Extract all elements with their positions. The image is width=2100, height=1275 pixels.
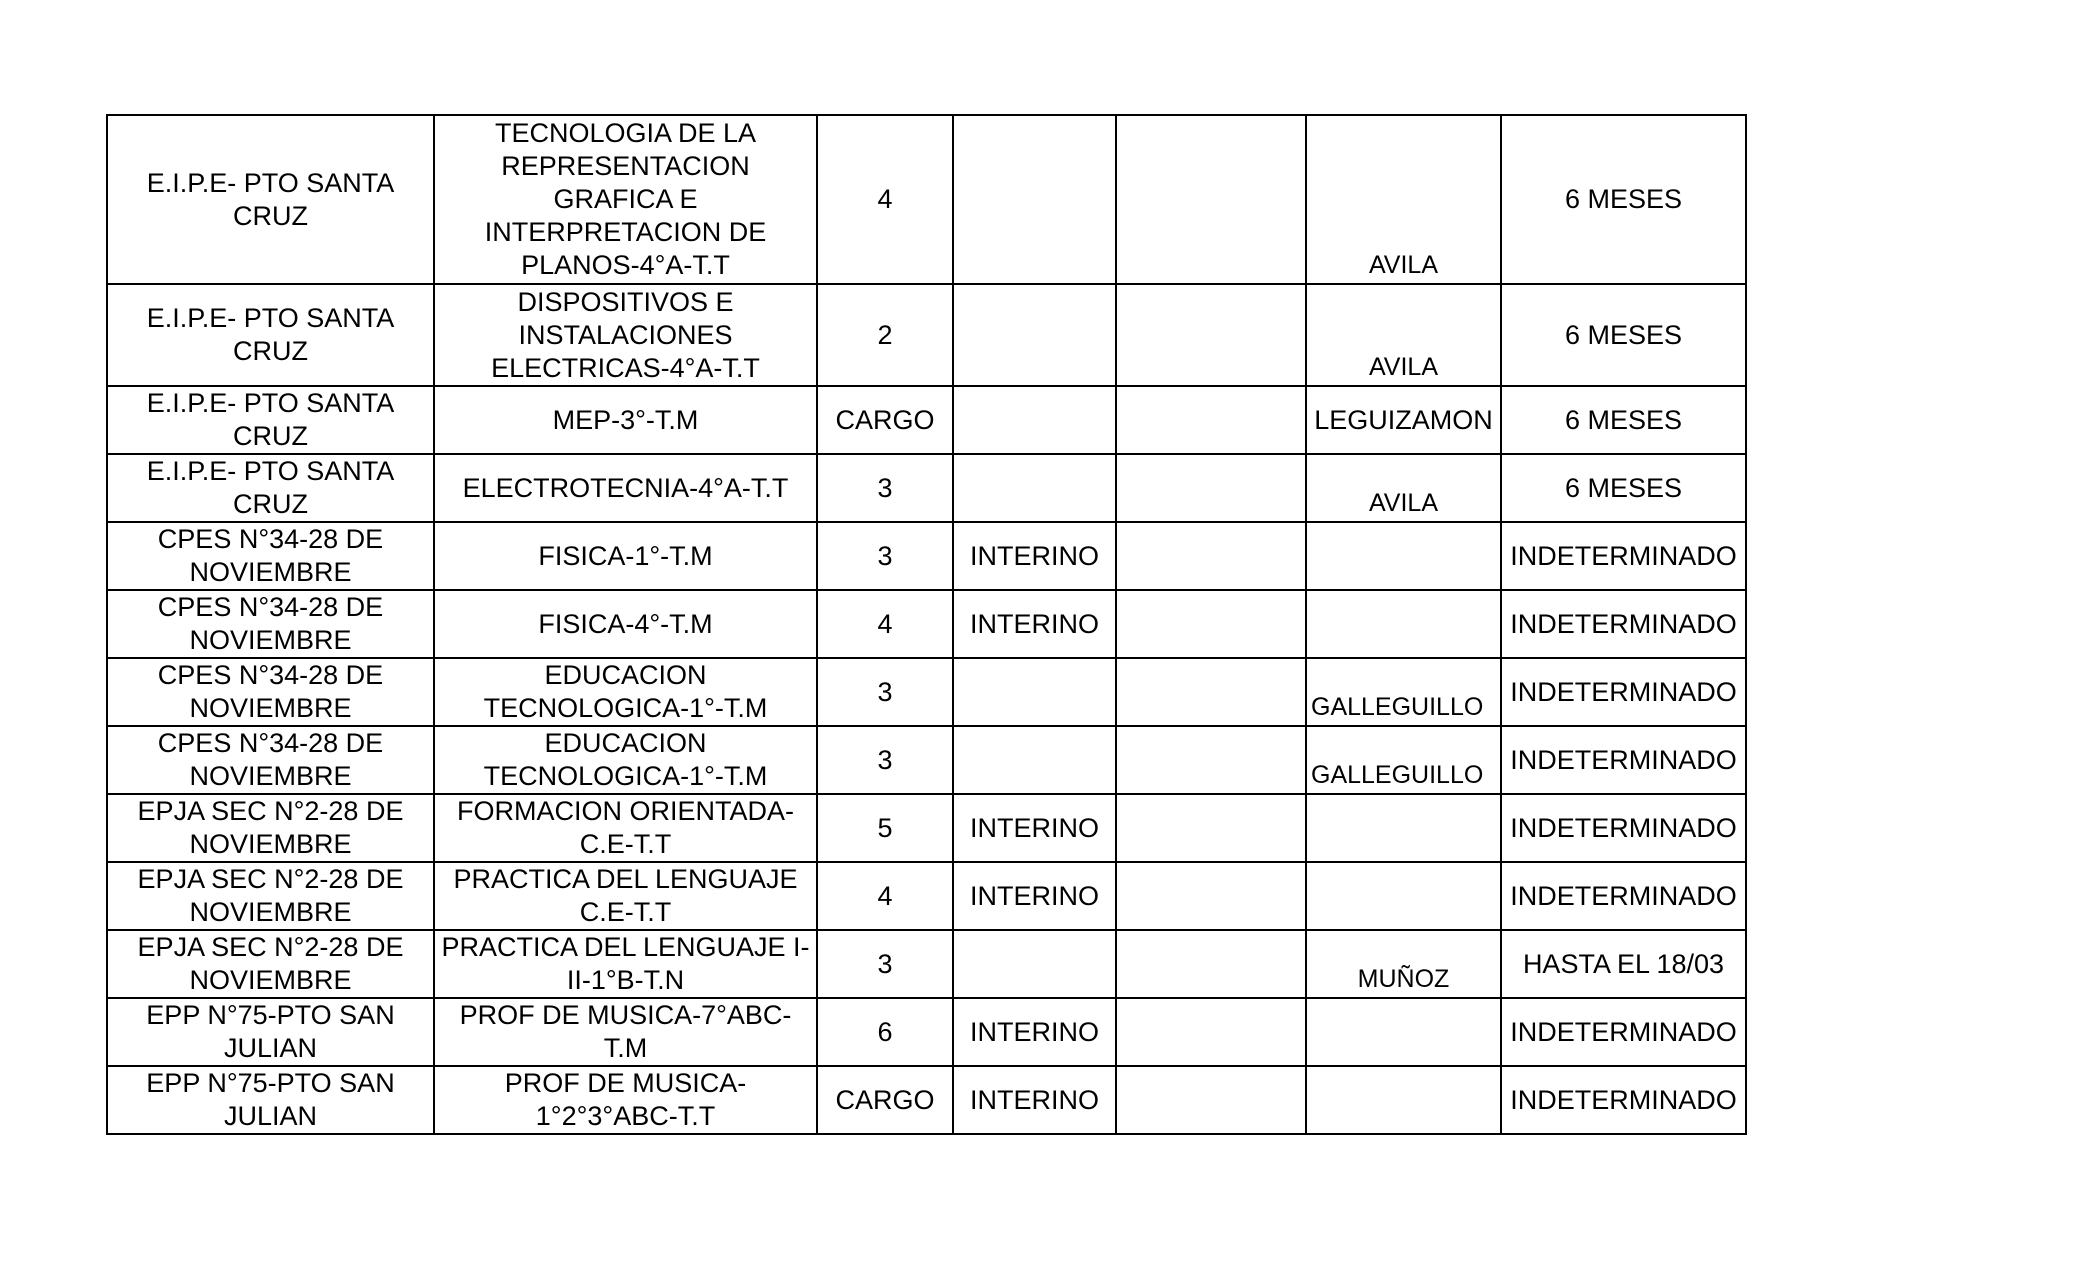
school-cell: E.I.P.E- PTO SANTA CRUZ [107, 386, 434, 454]
name-cell: GALLEGUILLO [1306, 658, 1501, 726]
extra-cell [1116, 284, 1306, 386]
period-cell: INDETERMINADO [1501, 658, 1746, 726]
school-cell: EPJA SEC N°2-28 DE NOVIEMBRE [107, 930, 434, 998]
situation-cell [953, 386, 1116, 454]
extra-cell [1116, 726, 1306, 794]
period-cell: INDETERMINADO [1501, 726, 1746, 794]
name-cell [1306, 998, 1501, 1066]
table-row [107, 115, 1746, 284]
hours-cell: 3 [817, 522, 953, 590]
hours-cell: 3 [817, 454, 953, 522]
period-cell: INDETERMINADO [1501, 862, 1746, 930]
period-cell: INDETERMINADO [1501, 590, 1746, 658]
school-cell: CPES N°34-28 DE NOVIEMBRE [107, 522, 434, 590]
situation-cell: INTERINO [953, 590, 1116, 658]
hours-cell: 5 [817, 794, 953, 862]
subject-cell: TECNOLOGIA DE LA REPRESENTACION GRAFICA E INTERPRETACION DE PLANOS-4°A-T.T [434, 115, 817, 284]
name-cell [1306, 862, 1501, 930]
table-row [107, 998, 1746, 1066]
table-row [107, 386, 1746, 454]
hours-cell: 4 [817, 590, 953, 658]
subject-cell: PRACTICA DEL LENGUAJE C.E-T.T [434, 862, 817, 930]
extra-cell [1116, 1066, 1306, 1134]
table-row [107, 590, 1746, 658]
name-cell [1306, 1066, 1501, 1134]
school-cell: CPES N°34-28 DE NOVIEMBRE [107, 726, 434, 794]
situation-cell [953, 284, 1116, 386]
name-cell: AVILA [1306, 284, 1501, 386]
period-cell: INDETERMINADO [1501, 794, 1746, 862]
name-cell: AVILA [1306, 115, 1501, 284]
hours-cell: 3 [817, 930, 953, 998]
situation-cell [953, 930, 1116, 998]
situation-cell: INTERINO [953, 862, 1116, 930]
period-cell: INDETERMINADO [1501, 522, 1746, 590]
situation-cell: INTERINO [953, 794, 1116, 862]
subject-cell: PROF DE MUSICA-1°2°3°ABC-T.T [434, 1066, 817, 1134]
name-cell: MUÑOZ [1306, 930, 1501, 998]
name-cell: AVILA [1306, 454, 1501, 522]
situation-cell: INTERINO [953, 522, 1116, 590]
situation-cell [953, 454, 1116, 522]
extra-cell [1116, 658, 1306, 726]
name-cell: GALLEGUILLO [1306, 726, 1501, 794]
subject-cell: MEP-3°-T.M [434, 386, 817, 454]
table-row [107, 1066, 1746, 1134]
period-cell: 6 MESES [1501, 386, 1746, 454]
hours-cell: CARGO [817, 386, 953, 454]
hours-cell: 3 [817, 726, 953, 794]
period-cell: INDETERMINADO [1501, 998, 1746, 1066]
table-row [107, 454, 1746, 522]
hours-cell: 4 [817, 115, 953, 284]
extra-cell [1116, 522, 1306, 590]
subject-cell: EDUCACION TECNOLOGICA-1°-T.M [434, 726, 817, 794]
situation-cell: INTERINO [953, 998, 1116, 1066]
extra-cell [1116, 862, 1306, 930]
school-cell: EPJA SEC N°2-28 DE NOVIEMBRE [107, 862, 434, 930]
table-row [107, 930, 1746, 998]
period-cell: INDETERMINADO [1501, 1066, 1746, 1134]
subject-cell: PROF DE MUSICA-7°ABC-T.M [434, 998, 817, 1066]
period-cell: 6 MESES [1501, 284, 1746, 386]
subject-cell: EDUCACION TECNOLOGICA-1°-T.M [434, 658, 817, 726]
table-row [107, 522, 1746, 590]
hours-cell: CARGO [817, 1066, 953, 1134]
school-cell: CPES N°34-28 DE NOVIEMBRE [107, 590, 434, 658]
extra-cell [1116, 794, 1306, 862]
subject-cell: DISPOSITIVOS E INSTALACIONES ELECTRICAS-4°A-T.T [434, 284, 817, 386]
hours-cell: 3 [817, 658, 953, 726]
extra-cell [1116, 998, 1306, 1066]
vacancy-table [106, 114, 1747, 1135]
period-cell: HASTA EL 18/03 [1501, 930, 1746, 998]
hours-cell: 6 [817, 998, 953, 1066]
period-cell: 6 MESES [1501, 454, 1746, 522]
extra-cell [1116, 930, 1306, 998]
subject-cell: FORMACION ORIENTADA-C.E-T.T [434, 794, 817, 862]
school-cell: E.I.P.E- PTO SANTA CRUZ [107, 115, 434, 284]
name-cell [1306, 794, 1501, 862]
school-cell: CPES N°34-28 DE NOVIEMBRE [107, 658, 434, 726]
extra-cell [1116, 115, 1306, 284]
situation-cell [953, 726, 1116, 794]
table-row [107, 726, 1746, 794]
school-cell: EPP N°75-PTO SAN JULIAN [107, 998, 434, 1066]
period-cell: 6 MESES [1501, 115, 1746, 284]
table-row [107, 794, 1746, 862]
hours-cell: 2 [817, 284, 953, 386]
subject-cell: FISICA-4°-T.M [434, 590, 817, 658]
name-cell: LEGUIZAMON [1306, 386, 1501, 454]
subject-cell: FISICA-1°-T.M [434, 522, 817, 590]
extra-cell [1116, 454, 1306, 522]
situation-cell [953, 115, 1116, 284]
table-row [107, 284, 1746, 386]
school-cell: EPP N°75-PTO SAN JULIAN [107, 1066, 434, 1134]
school-cell: E.I.P.E- PTO SANTA CRUZ [107, 284, 434, 386]
table-row [107, 862, 1746, 930]
subject-cell: ELECTROTECNIA-4°A-T.T [434, 454, 817, 522]
school-cell: EPJA SEC N°2-28 DE NOVIEMBRE [107, 794, 434, 862]
subject-cell: PRACTICA DEL LENGUAJE I-II-1°B-T.N [434, 930, 817, 998]
hours-cell: 4 [817, 862, 953, 930]
situation-cell [953, 658, 1116, 726]
extra-cell [1116, 386, 1306, 454]
name-cell [1306, 590, 1501, 658]
extra-cell [1116, 590, 1306, 658]
school-cell: E.I.P.E- PTO SANTA CRUZ [107, 454, 434, 522]
table-row [107, 658, 1746, 726]
situation-cell: INTERINO [953, 1066, 1116, 1134]
name-cell [1306, 522, 1501, 590]
